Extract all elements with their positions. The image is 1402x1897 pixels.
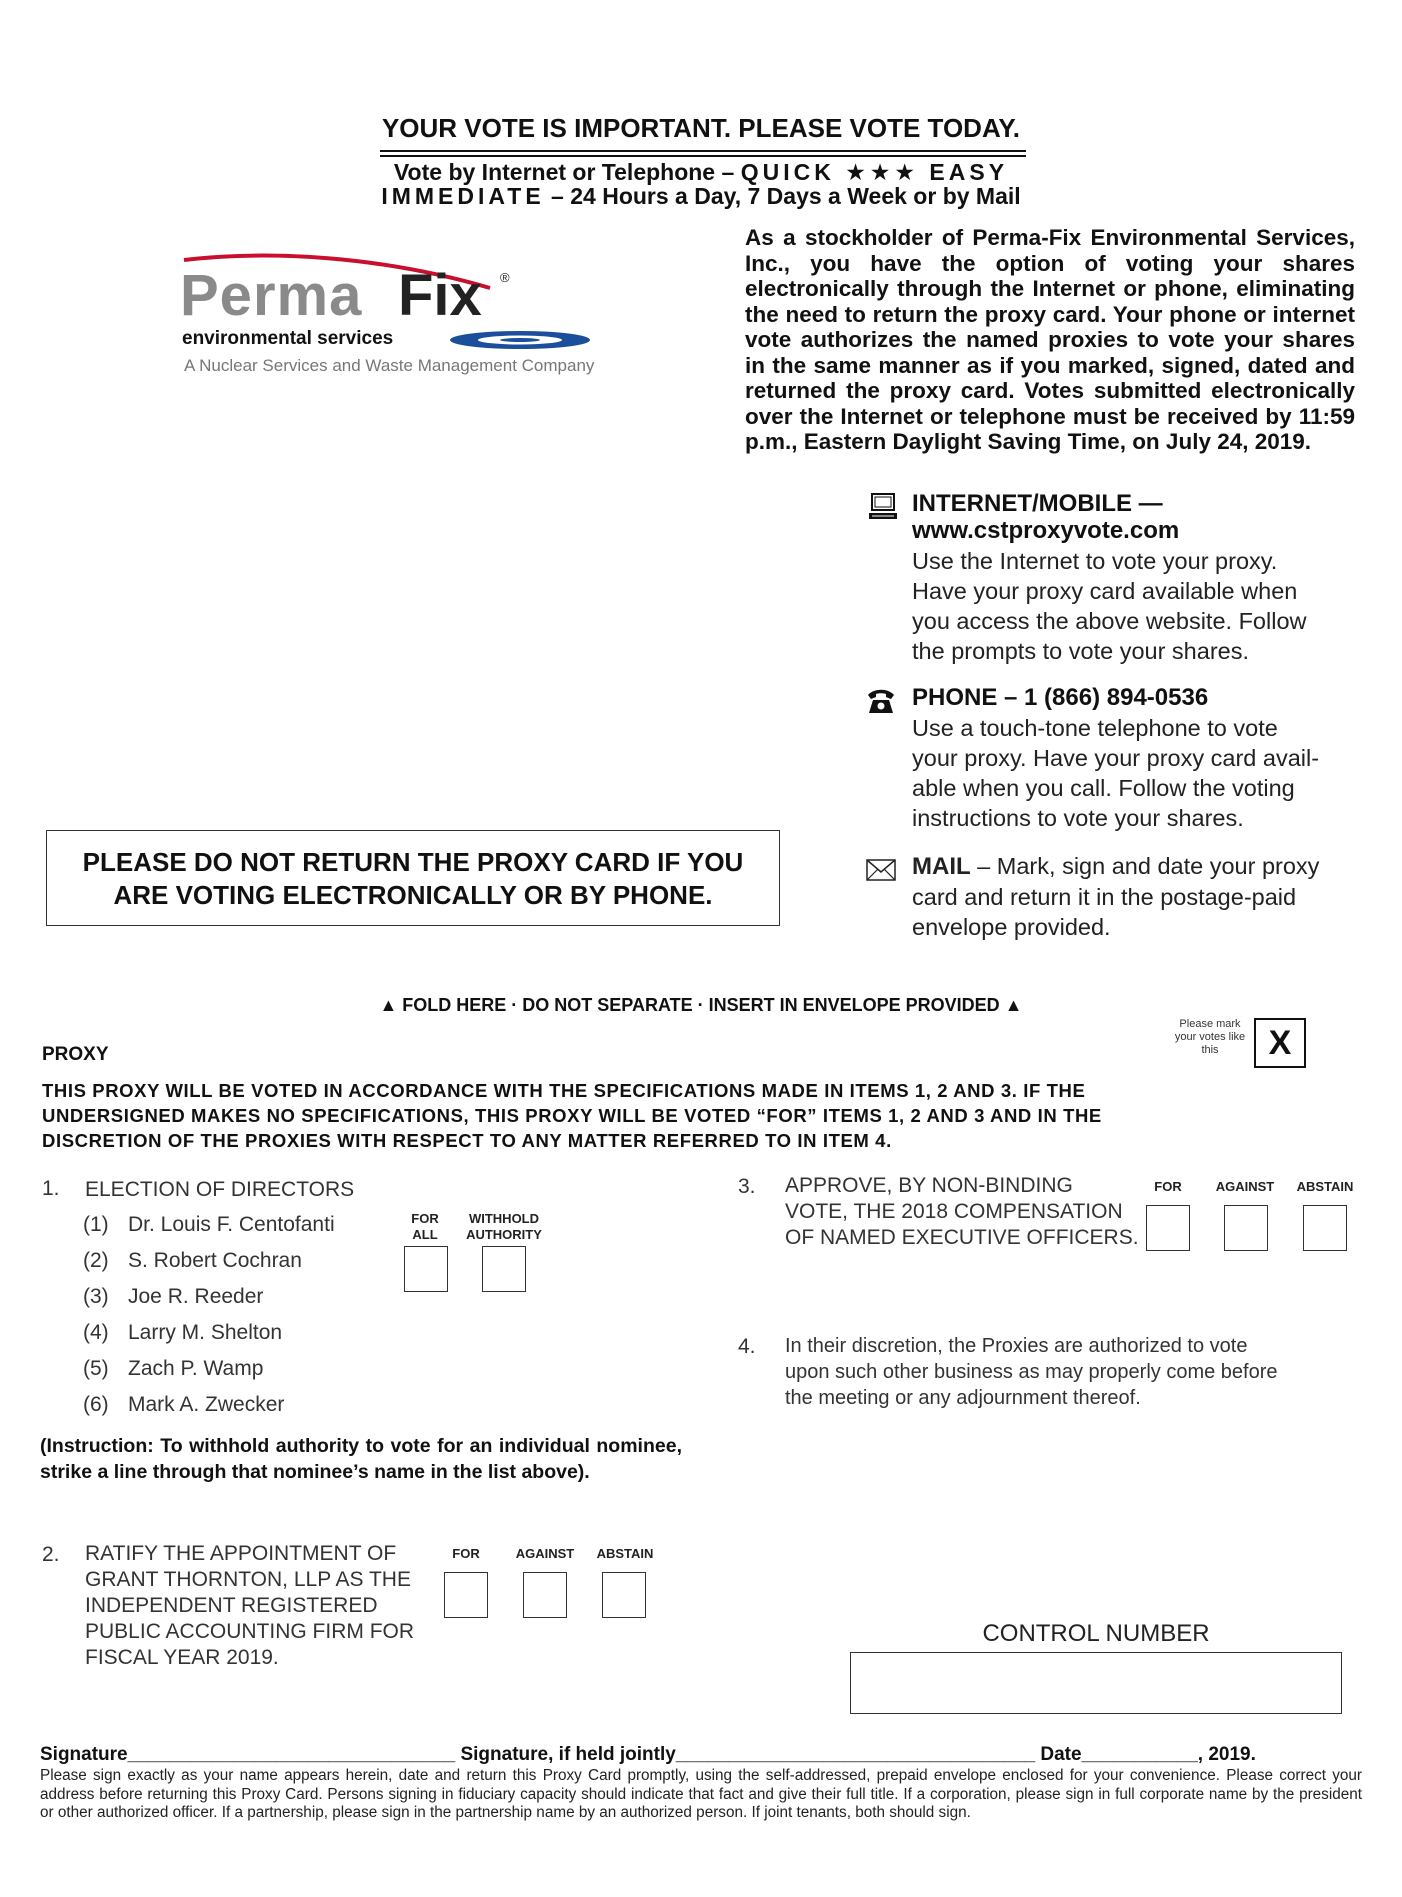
- internet-instructions: Use the Internet to vote your proxy. Have your proxy card available when you access the above website. Follow the prompts to vote your shares.: [912, 548, 1307, 664]
- envelope-icon: [866, 855, 896, 885]
- item2-abstain-header: ABSTAIN: [596, 1546, 654, 1561]
- header-rule-top: [380, 150, 1026, 152]
- phone-heading: PHONE – 1 (866) 894-0536: [912, 684, 1209, 711]
- mark-example-note: Please mark your votes like this: [1174, 1018, 1246, 1056]
- item3-text: APPROVE, BY NON-BINDING VOTE, THE 2018 COMPENSATION OF NAMED EXECUTIVE OFFICERS.: [785, 1174, 1139, 1249]
- header-subtitle-1: Vote by Internet or Telephone – QUICK ★★★ EASY: [393, 159, 1009, 185]
- proxy-statement: THIS PROXY WILL BE VOTED IN ACCORDANCE WITH THE SPECIFICATIONS MADE IN ITEMS 1, 2 AND 3. IF THE UNDERSIGNED MAKES NO SPECIFICATIONS, THIS PROXY WILL BE VOTED “FOR” ITEMS 1, 2 AND 3 AND IN THE DISCRETION OF THE PROXIES WITH RESPECT TO ANY MATTER REFERRED TO IN ITEM 4.: [42, 1080, 1102, 1151]
- page-title: YOUR VOTE IS IMPORTANT. PLEASE VOTE TODAY.: [381, 113, 1021, 143]
- item2-against-checkbox[interactable]: [523, 1572, 567, 1618]
- logo-registered-mark: ®: [500, 270, 510, 285]
- item2-for-header: FOR: [452, 1546, 480, 1561]
- item1-withhold-header: WITHHOLD AUTHORITY: [466, 1211, 542, 1242]
- item1-withhold-checkbox[interactable]: [482, 1246, 526, 1292]
- item1-title: ELECTION OF DIRECTORS: [85, 1178, 355, 1201]
- list-item: (3) Joe R. Reeder: [83, 1285, 264, 1308]
- mail-heading: MAIL: [912, 853, 971, 880]
- internet-heading: INTERNET/MOBILE —: [912, 490, 1163, 517]
- computer-icon: [868, 492, 898, 522]
- mail-instructions: MAIL – Mark, sign and date your proxy card and return it in the postage-paid envelope provided.: [912, 853, 1320, 940]
- proxy-label: PROXY: [42, 1044, 109, 1065]
- logo-perma-text: Perma: [180, 263, 363, 328]
- telephone-icon: [866, 686, 896, 716]
- internet-url[interactable]: www.cstproxyvote.com: [912, 517, 1180, 544]
- mark-example-box: X: [1254, 1018, 1306, 1068]
- item1-instruction: (Instruction: To withhold authority to vote for an individual nominee, strike a line through that nominee’s name in the list above).: [40, 1435, 682, 1483]
- item3-abstain-checkbox[interactable]: [1303, 1205, 1347, 1251]
- item2-abstain-checkbox[interactable]: [602, 1572, 646, 1618]
- header-subtitle-2: IMMEDIATE – 24 Hours a Day, 7 Days a Week or by Mail: [381, 183, 1021, 209]
- control-number-label: CONTROL NUMBER: [982, 1620, 1210, 1647]
- logo-subtitle: environmental services: [182, 328, 394, 349]
- logo-tagline: A Nuclear Services and Waste Management Company: [184, 356, 595, 375]
- intro-paragraph: As a stockholder of Perma-Fix Environmental Services, Inc., you have the option of voting your shares electronically through the Internet or phone, eliminating the need to return the proxy card. Your phone or internet vote authorizes the named proxies to vote your shares in the same manner as if you marked, signed, dated and returned the proxy card. Votes submitted electronically over the Internet or telephone must be received by 11:59 p.m., Eastern Daylight Saving Time, on July 24, 2019.: [745, 225, 1355, 454]
- item3-for-header: FOR: [1154, 1179, 1182, 1194]
- item3-number: 3.: [738, 1175, 756, 1198]
- signature-instructions: Please sign exactly as your name appears herein, date and return this Proxy Card promptly, using the self-addressed, prepaid envelope enclosed for your convenience. Please correct your address before returning this Proxy Card. Persons signing in fiduciary capacity should indicate that fact and give their full title. If a corporation, please sign in full corporate name by the president or other authorized officer. If a partnership, please sign in the partnership name by an authorized person. If joint tenants, both should sign.: [40, 1767, 1362, 1821]
- item2-for-checkbox[interactable]: [444, 1572, 488, 1618]
- item4-number: 4.: [738, 1335, 756, 1358]
- fold-instruction: ▲ FOLD HERE · DO NOT SEPARATE · INSERT IN ENVELOPE PROVIDED ▲: [379, 995, 1023, 1015]
- item4-text: In their discretion, the Proxies are authorized to vote upon such other business as may properly come before the meeting or any adjournment thereof.: [785, 1335, 1278, 1409]
- item2-number: 2.: [42, 1543, 60, 1566]
- header-rule-bottom: [380, 155, 1026, 157]
- electronic-vote-notice: PLEASE DO NOT RETURN THE PROXY CARD IF YOU ARE VOTING ELECTRONICALLY OR BY PHONE.: [46, 830, 780, 926]
- item2-text: RATIFY THE APPOINTMENT OF GRANT THORNTON, LLP AS THE INDEPENDENT REGISTERED PUBLIC ACCOUNTING FIRM FOR FISCAL YEAR 2019.: [85, 1542, 415, 1669]
- item3-against-checkbox[interactable]: [1224, 1205, 1268, 1251]
- item1-number: 1.: [42, 1177, 60, 1200]
- signature-line[interactable]: Signature_______________________________ Signature, if held jointly__________________________________ Date___________, 2019.: [40, 1744, 1256, 1765]
- list-item: (2) S. Robert Cochran: [83, 1249, 302, 1272]
- control-number-field[interactable]: [850, 1652, 1342, 1714]
- list-item: (6) Mark A. Zwecker: [83, 1393, 285, 1416]
- list-item: (1) Dr. Louis F. Centofanti: [83, 1213, 335, 1236]
- item3-against-header: AGAINST: [1215, 1179, 1275, 1194]
- item1-for-all-checkbox[interactable]: [404, 1246, 448, 1292]
- item3-for-checkbox[interactable]: [1146, 1205, 1190, 1251]
- item1-for-all-header: FOR ALL: [411, 1211, 439, 1242]
- item3-abstain-header: ABSTAIN: [1296, 1179, 1354, 1194]
- phone-instructions: Use a touch-tone telephone to vote your proxy. Have your proxy card avail- able when you call. Follow the voting instructions to vote your shares.: [912, 715, 1320, 831]
- list-item: (4) Larry M. Shelton: [83, 1321, 283, 1344]
- logo-fix-text: Fix: [398, 263, 482, 328]
- list-item: (5) Zach P. Wamp: [83, 1357, 264, 1380]
- nominee-list: [83, 1213, 335, 1429]
- item2-against-header: AGAINST: [515, 1546, 575, 1561]
